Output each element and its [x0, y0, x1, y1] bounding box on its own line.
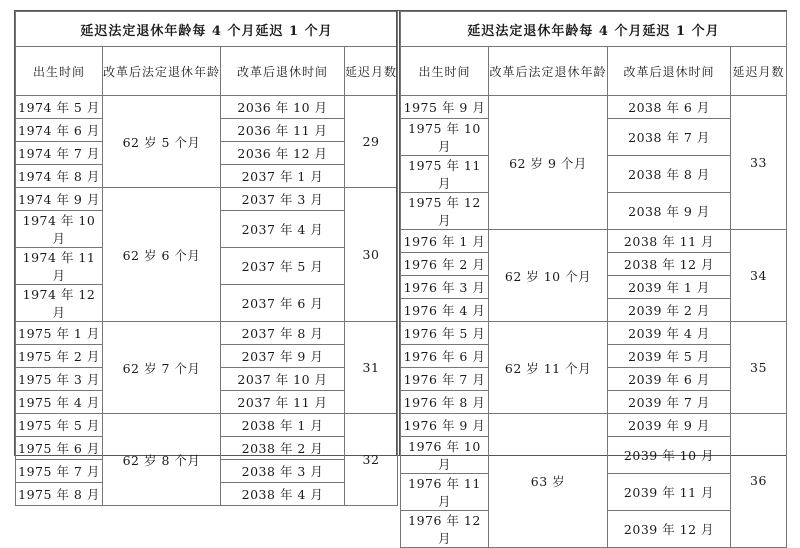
retirement-age-cell: 62 岁 9 个月	[489, 96, 608, 230]
retirement-time-cell: 2037 年 4 月	[221, 211, 345, 248]
retirement-time-cell: 2038 年 11 月	[608, 230, 731, 253]
birth-date-cell: 1974 年 8 月	[16, 165, 103, 188]
retirement-time-cell: 2038 年 6 月	[608, 96, 731, 119]
birth-date-cell: 1975 年 1 月	[16, 322, 103, 345]
birth-date-cell: 1974 年 12 月	[16, 285, 103, 322]
birth-date-cell: 1975 年 11 月	[401, 156, 489, 193]
retirement-time-cell: 2039 年 6 月	[608, 368, 731, 391]
retirement-age-cell: 62 岁 8 个月	[103, 414, 221, 506]
birth-date-cell: 1975 年 8 月	[16, 483, 103, 506]
retirement-age-cell: 63 岁	[489, 414, 608, 548]
retirement-time-cell: 2038 年 9 月	[608, 193, 731, 230]
retirement-time-cell: 2038 年 7 月	[608, 119, 731, 156]
retirement-time-cell: 2039 年 10 月	[608, 437, 731, 474]
retirement-time-cell: 2036 年 10 月	[221, 96, 345, 119]
birth-date-cell: 1976 年 9 月	[401, 414, 489, 437]
birth-date-cell: 1975 年 12 月	[401, 193, 489, 230]
table-row	[401, 414, 787, 437]
birth-date-cell: 1975 年 7 月	[16, 460, 103, 483]
table-row	[401, 322, 787, 345]
birth-date-cell: 1975 年 9 月	[401, 96, 489, 119]
retirement-time-cell: 2038 年 8 月	[608, 156, 731, 193]
birth-date-cell: 1976 年 2 月	[401, 253, 489, 276]
birth-date-cell: 1976 年 10 月	[401, 437, 489, 474]
left-table	[15, 11, 398, 506]
delay-months-cell: 33	[731, 96, 787, 230]
birth-date-cell: 1975 年 4 月	[16, 391, 103, 414]
birth-date-cell: 1975 年 2 月	[16, 345, 103, 368]
birth-date-cell: 1975 年 5 月	[16, 414, 103, 437]
header-delay: 延迟月数	[731, 47, 787, 96]
retirement-time-cell: 2037 年 1 月	[221, 165, 345, 188]
retirement-time-cell: 2037 年 8 月	[221, 322, 345, 345]
header-birth: 出生时间	[16, 47, 103, 96]
retirement-time-cell: 2039 年 9 月	[608, 414, 731, 437]
retirement-table	[14, 10, 787, 546]
birth-date-cell: 1976 年 5 月	[401, 322, 489, 345]
retirement-time-cell: 2038 年 2 月	[221, 437, 345, 460]
header-birth: 出生时间	[401, 47, 489, 96]
retirement-time-cell: 2037 年 3 月	[221, 188, 345, 211]
delay-months-cell: 36	[731, 414, 787, 548]
birth-date-cell: 1976 年 3 月	[401, 276, 489, 299]
birth-date-cell: 1974 年 5 月	[16, 96, 103, 119]
delay-months-cell: 31	[345, 322, 398, 414]
retirement-time-cell: 2039 年 11 月	[608, 474, 731, 511]
table-row	[16, 96, 398, 119]
delay-months-cell: 29	[345, 96, 398, 188]
table-row	[401, 96, 787, 119]
retirement-age-cell: 62 岁 6 个月	[103, 188, 221, 322]
birth-date-cell: 1975 年 3 月	[16, 368, 103, 391]
birth-date-cell: 1974 年 11 月	[16, 248, 103, 285]
table-row	[401, 230, 787, 253]
retirement-time-cell: 2039 年 1 月	[608, 276, 731, 299]
retirement-time-cell: 2038 年 4 月	[221, 483, 345, 506]
retirement-time-cell: 2037 年 5 月	[221, 248, 345, 285]
birth-date-cell: 1974 年 6 月	[16, 119, 103, 142]
birth-date-cell: 1974 年 10 月	[16, 211, 103, 248]
table-row	[16, 322, 398, 345]
retirement-age-cell: 62 岁 10 个月	[489, 230, 608, 322]
birth-date-cell: 1976 年 1 月	[401, 230, 489, 253]
right-table	[400, 11, 787, 548]
header-age: 改革后法定退休年龄	[489, 47, 608, 96]
retirement-time-cell: 2036 年 12 月	[221, 142, 345, 165]
retirement-time-cell: 2037 年 6 月	[221, 285, 345, 322]
header-delay: 延迟月数	[345, 47, 398, 96]
retirement-time-cell: 2037 年 10 月	[221, 368, 345, 391]
delay-months-cell: 32	[345, 414, 398, 506]
birth-date-cell: 1976 年 4 月	[401, 299, 489, 322]
retirement-age-cell: 62 岁 11 个月	[489, 322, 608, 414]
delay-months-cell: 34	[731, 230, 787, 322]
retirement-time-cell: 2037 年 11 月	[221, 391, 345, 414]
birth-date-cell: 1976 年 6 月	[401, 345, 489, 368]
retirement-age-cell: 62 岁 5 个月	[103, 96, 221, 188]
retirement-time-cell: 2036 年 11 月	[221, 119, 345, 142]
header-retire-time: 改革后退休时间	[608, 47, 731, 96]
table-title: 延迟法定退休年龄每 4 个月延迟 1 个月	[401, 12, 787, 47]
retirement-time-cell: 2037 年 9 月	[221, 345, 345, 368]
birth-date-cell: 1974 年 7 月	[16, 142, 103, 165]
retirement-time-cell: 2039 年 2 月	[608, 299, 731, 322]
retirement-time-cell: 2038 年 12 月	[608, 253, 731, 276]
birth-date-cell: 1975 年 6 月	[16, 437, 103, 460]
delay-months-cell: 30	[345, 188, 398, 322]
table-title: 延迟法定退休年龄每 4 个月延迟 1 个月	[16, 12, 398, 47]
header-retire-time: 改革后退休时间	[221, 47, 345, 96]
table-row	[16, 188, 398, 211]
birth-date-cell: 1976 年 11 月	[401, 474, 489, 511]
right-panel	[400, 11, 786, 546]
retirement-time-cell: 2039 年 7 月	[608, 391, 731, 414]
header-age: 改革后法定退休年龄	[103, 47, 221, 96]
left-panel	[15, 11, 398, 502]
retirement-time-cell: 2039 年 4 月	[608, 322, 731, 345]
delay-months-cell: 35	[731, 322, 787, 414]
retirement-time-cell: 2039 年 5 月	[608, 345, 731, 368]
retirement-time-cell: 2039 年 12 月	[608, 511, 731, 548]
retirement-time-cell: 2038 年 3 月	[221, 460, 345, 483]
retirement-age-cell: 62 岁 7 个月	[103, 322, 221, 414]
birth-date-cell: 1974 年 9 月	[16, 188, 103, 211]
table-row	[16, 414, 398, 437]
birth-date-cell: 1975 年 10 月	[401, 119, 489, 156]
birth-date-cell: 1976 年 8 月	[401, 391, 489, 414]
birth-date-cell: 1976 年 12 月	[401, 511, 489, 548]
birth-date-cell: 1976 年 7 月	[401, 368, 489, 391]
retirement-time-cell: 2038 年 1 月	[221, 414, 345, 437]
